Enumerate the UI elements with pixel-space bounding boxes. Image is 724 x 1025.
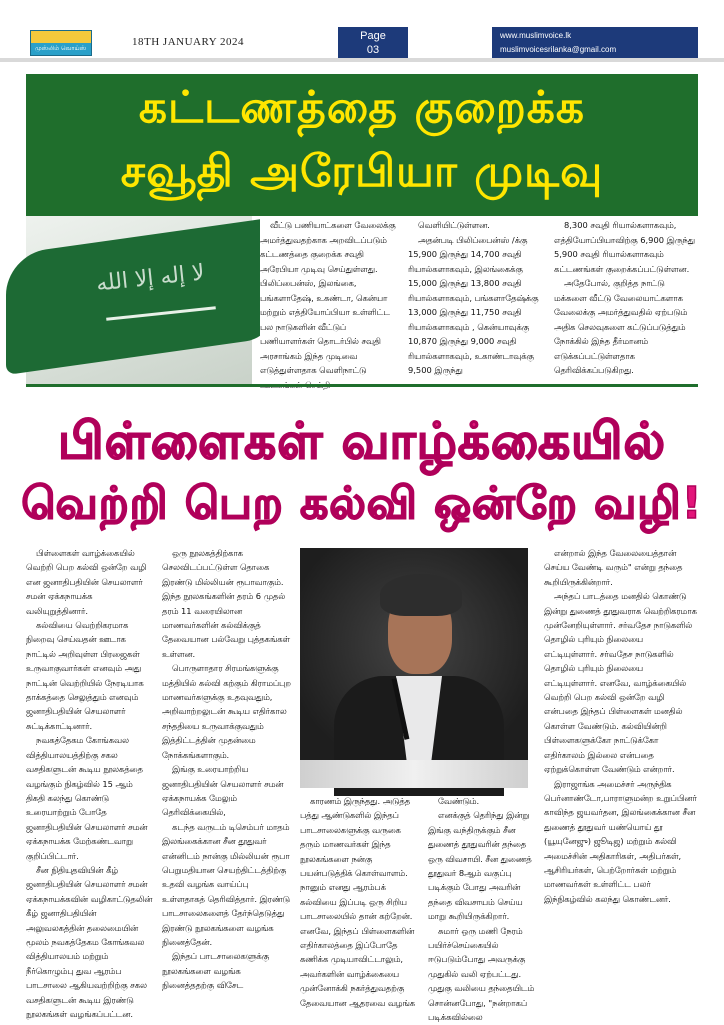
contact-box bbox=[492, 27, 698, 59]
education-column-4 bbox=[544, 546, 698, 1014]
saudi-flag-photo bbox=[26, 216, 252, 384]
education-column-3b bbox=[428, 794, 536, 1023]
edu-col4-para: இராஜாங்க அமைச்சர் அருந்திக பெர்னாண்டோ,பாராளுமன்ற உறுப்பினர் காவிந்த ஜயவர்தன, இலங்கைக்கான சீன துணைத் தூதுவர் யண்யொய் தூ (யூயுனேஜு) ஜூடிஜ) மற்றும் கல்வி அமைச்சின் அதிகாரிகள், அதிபர்கள், ஆசிரியர்கள், பெற்றோர்கள் மற்றும் மாணவர்கள் உள்ளிட்ட பலர் இந்நிகழ்வில் கலந்து கொண்டனர். bbox=[544, 778, 697, 904]
saudi-column-2 bbox=[408, 216, 546, 384]
education-headline-line1: பிள்ளைகள் வாழ்க்கையில் bbox=[58, 412, 666, 470]
logo-stripe bbox=[31, 31, 91, 43]
masthead bbox=[0, 0, 724, 62]
edu-col2-para: ஒரு நூலகத்திற்காக செலவிடப்பட்டுள்ள தொகை இரண்டு மில்லியன் ரூபாவாகும். இந்த நூலகங்களின் தரம் 6 முதல் தரம் 11 வரையிலான மாணவர்களின் கல்விக்குத் தேவையான பல்வேறு புத்தகங்கள் உள்ளன. bbox=[162, 548, 291, 659]
edu-col2b-para: காரணம் இருந்தது. அடுத்த பத்து ஆண்டுகளில் இந்தப் பாடசாலைகளுக்கு வருகை தரும் மாணவர்கள் இந்த நூலகங்களை நன்கு பயன்படுத்திக் கொள்வாளம். நானும் எனது ஆரம்பக் கல்வியை இப்படி ஒரு சிறிய பாடசாலையில் தான் கற்றேன். எனவே, இந்தப் பிள்ளைகளின் எதிர்காலத்தை இப்போதே கணிக்க முடியாவிட்டாலும், அவர்களின் வாழ்க்கையை முன்னோக்கி நகர்த்துவதற்கு தேவையான ஆதரவை வழங்க bbox=[300, 796, 416, 1008]
email-link[interactable]: muslimvoicesrilanka@gmail.com bbox=[500, 45, 617, 54]
speaker-hair bbox=[380, 574, 462, 616]
saudi-col2-para: வெளியிட்டுள்ளன. bbox=[418, 220, 490, 230]
edu-col3b-para: எனக்குத் தெரிந்து இன்று இங்கு வந்திருக்கும் சீன துணைத் தூதுவரின் தந்தை ஒரு விவசாயி. சீன துணைத் தூதுவர் 8ஆம் வகுப்பு படிக்கும் போது அவரின் தந்தை விவசாயம் செய்ய மாறு கூறியிருக்கிறார். bbox=[428, 810, 532, 922]
saudi-headline-line2: சவூதி அரேபியா முடிவு bbox=[120, 146, 604, 197]
edu-col2-para: இந்தப் பாடசாலைகளுக்கு நூலகங்களை வழங்க நினைத்ததற்கு விசேட bbox=[162, 951, 270, 991]
education-column-2 bbox=[162, 546, 292, 1014]
edu-col2-para: இங்கு உரையாற்றிய ஜனாதிபதியின் செயலாளர் சமன் ஏக்கநாயக்க மேலும் தெரிவிக்கையில், bbox=[162, 764, 284, 818]
edu-col1-para: கல்வியை வெற்றிகரமாக நிறைவு செய்வதன் ஊடாக நாட்டில் அறிவுள்ள பிரஜைகள் உருவாகுவார்கள் எனவும் அது நாட்டின் வெற்றியில் நேரடியாக தாக்கத்தை செலுத்தும் எனவும் ஜனாதிபதியின் செயலாளர் சுட்டிக்காட்டினார். bbox=[26, 620, 144, 731]
issue-date: 18TH JANUARY 2024 bbox=[132, 36, 244, 48]
edu-col1-para: பிள்ளைகள் வாழ்க்கையில் வெற்றி பெற கல்வி ஒன்றே வழி என ஜனாதிபதியின் செயலாளர் சமன் ஏக்கநாயக்க வலியுறுத்தினார். bbox=[26, 548, 147, 616]
website-link[interactable]: www.muslimvoice.lk bbox=[500, 31, 572, 40]
page-number-box bbox=[338, 27, 408, 59]
flower-decoration bbox=[300, 760, 528, 788]
saudi-column-3 bbox=[554, 216, 698, 384]
logo-text: முஸ்லிம் வொய்ஸ் bbox=[35, 45, 87, 52]
education-column-2b bbox=[300, 794, 420, 1016]
flag-cloth bbox=[6, 217, 276, 375]
edu-col4-para: அந்தப் பாடத்தை மனதில் கொண்டு இன்று துணைத் தூதுவராக வெற்றிகரமாக முன்னேறியுள்ளார். சர்வதேச நாடுகளில் தொழில் புரியும் நிலையை எட்டியுள்ளார். சர்வதேச நாடுகளில் தொழில் புரியும் நிலையை எட்டியுள்ளார். எனவே, வாழ்க்கையில் வெற்றி பெற கல்வி ஒன்றே வழி என்பதை இந்தப் பிள்ளைகள் மனதில் கொள்ள வேண்டும். கல்வியின்றி பிள்ளைகளுக்கோ நாட்டுக்கோ எதிர்காலம் இல்லை என்பதை ஏற்றுக்கொள்ள வேண்டும் என்றார். bbox=[544, 591, 697, 775]
page-number: 03 bbox=[366, 44, 380, 56]
edu-col4-para: என்றால் இந்த வேலையைத்தான் செய்ய வேண்டி வரும்" என்று தந்தை கூறியிருக்கின்றார். bbox=[544, 548, 683, 587]
saudi-col1-para: வீட்டு பணியாட்களை வேலைக்கு அமர்த்துவதற்காக அறவிடப்படும் கட்டணத்தை குறைக்க சவுதி அரேபியா முடிவு செய்துள்ளது. பிலிப்பைன்ஸ், இலங்கை, பங்களாதேஷ், உகண்டா, கென்யா மற்றும் எத்தியோப்பியா உள்ளிட்ட பல நாடுகளின் வீட்டுப் பணியாளர்கள் தொடர்பில் சவுதி அரசாங்கம் இந்த முடிவை எடுத்துள்ளதாக வெளிநாட்டு bbox=[260, 220, 396, 375]
edu-col2-para: பொருளாதார சிரமங்களுக்கு மத்தியில் கல்வி கற்கும் கிராமப்புற மாணவர்களுக்கு உதவுவதும், அறிவாற்றலுடன் கூடிய எதிர்கால சந்ததியை உருவாக்குவதும் இத்திட்டத்தின் முதன்மை நோக்கங்களாகும். bbox=[162, 663, 291, 760]
edu-col3b-para: வேண்டும். bbox=[438, 796, 480, 806]
header-divider bbox=[0, 58, 724, 62]
saudi-headline-line1: கட்டணத்தை குறைக்க bbox=[138, 82, 586, 133]
saudi-headline-banner bbox=[26, 74, 698, 216]
speaker-photo bbox=[300, 548, 528, 788]
edu-col1-para: சீன நிதியுதவியின் கீழ் ஜனாதிபதியின் செயலாளர் சமன் ஏக்கநாயக்கவின் வழிகாட்டுதலின் கீழ் ஜனாதிபதியின் அலுவலகத்தின் தலைமையின் மூலம் நவகத்தேகம கோங்கவல வித்தியாலயம் மற்றும் நீர்கொழும்பு துவ ஆரம்ப பாடசாலை ஆகியவற்றிற்கு சகல வசதிகளுடன் கூடிய இரண்டு நூலகங்கள் வழங்கப்பட்டன. bbox=[26, 864, 153, 1019]
saudi-col2-para: அதன்படி பிலிப்பைன்ஸ் /க்கு 15,900 இருந்து 14,700 சவுதி ரியால்களாகவும், இலங்கைக்கு 15,000 இருந்து 13,800 சவுதி ரியால்களாகவும், பங்களாதேஷ்க்கு 13,000 இருந்து 11,750 சவுதி ரியால்களாகவும் , கென்யாவுக்கு 10,870 இருந்து 9,000 சவுதி ரியால்களாகவும், உகாண்டாவுக்கு 9,500 இருந்து bbox=[408, 234, 539, 375]
saudi-col3-para: அதேபோல், குறித்த நாட்டு மக்களை வீட்டு வேலையாட்களாக வேலைக்கு அமர்த்துவதில் ஏற்படும் அதிக செலவுகளை கட்டுப்படுத்தும் நோக்கில் இந்த தீர்மானம் எடுக்கப்பட்டுள்ளதாக தெரிவிக்கப்படுகிறது. bbox=[554, 278, 688, 375]
edu-col3b-para: சுமார் ஒரு மணி நேரம் பயிர்ச்செய்கையில் ஈடுபடும்போது அவருக்கு முதுகில் வலி ஏற்பட்டது. முதுகு வலியை தந்தையிடம் சொன்னபோது, "நன்றாகப் படிக்கவில்லை bbox=[428, 925, 535, 1023]
edu-col2-para: கடந்த வருடம் டிசெம்பர் மாதம் இலங்கைக்கான சீன தூதுவர் என்னிடம் நான்கு மில்லியன் ரூபா பெறுமதியான செயற்திட்டத்திற்கு உதவி வழங்க வாய்ப்பு உள்ளதாகத் தெரிவித்தார். இரண்டு பாடசாலைகளைத் தேர்ந்தெடுத்து இரண்டு நூலகங்களை வழங்க நினைத்தேன். bbox=[162, 821, 290, 947]
page-label: Page bbox=[360, 30, 386, 42]
saudi-column-1 bbox=[260, 216, 400, 384]
saudi-col3-para: 8,300 சவுதி ரியால்களாகவும், எத்தியோப்பியாவிற்கு 6,900 இருந்து 5,900 சவுதி ரியால்களாகவும் கட்டணங்கள் குறைக்கப்பட்டுள்ளன. bbox=[554, 220, 695, 274]
article-divider bbox=[26, 384, 698, 387]
education-column-1 bbox=[26, 546, 154, 1019]
education-headline-line2: வெற்றி பெற கல்வி ஒன்றே வழி! bbox=[21, 478, 703, 529]
edu-col1-para: நவகத்தேகம கோங்கவல வித்தியாலயத்திற்கு சகல வசதிகளுடன் கூடிய நூலகத்தை வழங்கும் நிகழ்வில் 15 ஆம் திகதி கலந்து கொண்டு உரையாற்றும் போதே ஜனாதிபதியின் செயலாளர் சமன் ஏக்கநாயக்க மேற்கண்டவாறு குறிப்பிட்டார். bbox=[26, 735, 148, 861]
flag-shahada-text: لا إله إلا الله bbox=[94, 260, 206, 297]
muslim-voice-logo[interactable] bbox=[30, 30, 92, 56]
